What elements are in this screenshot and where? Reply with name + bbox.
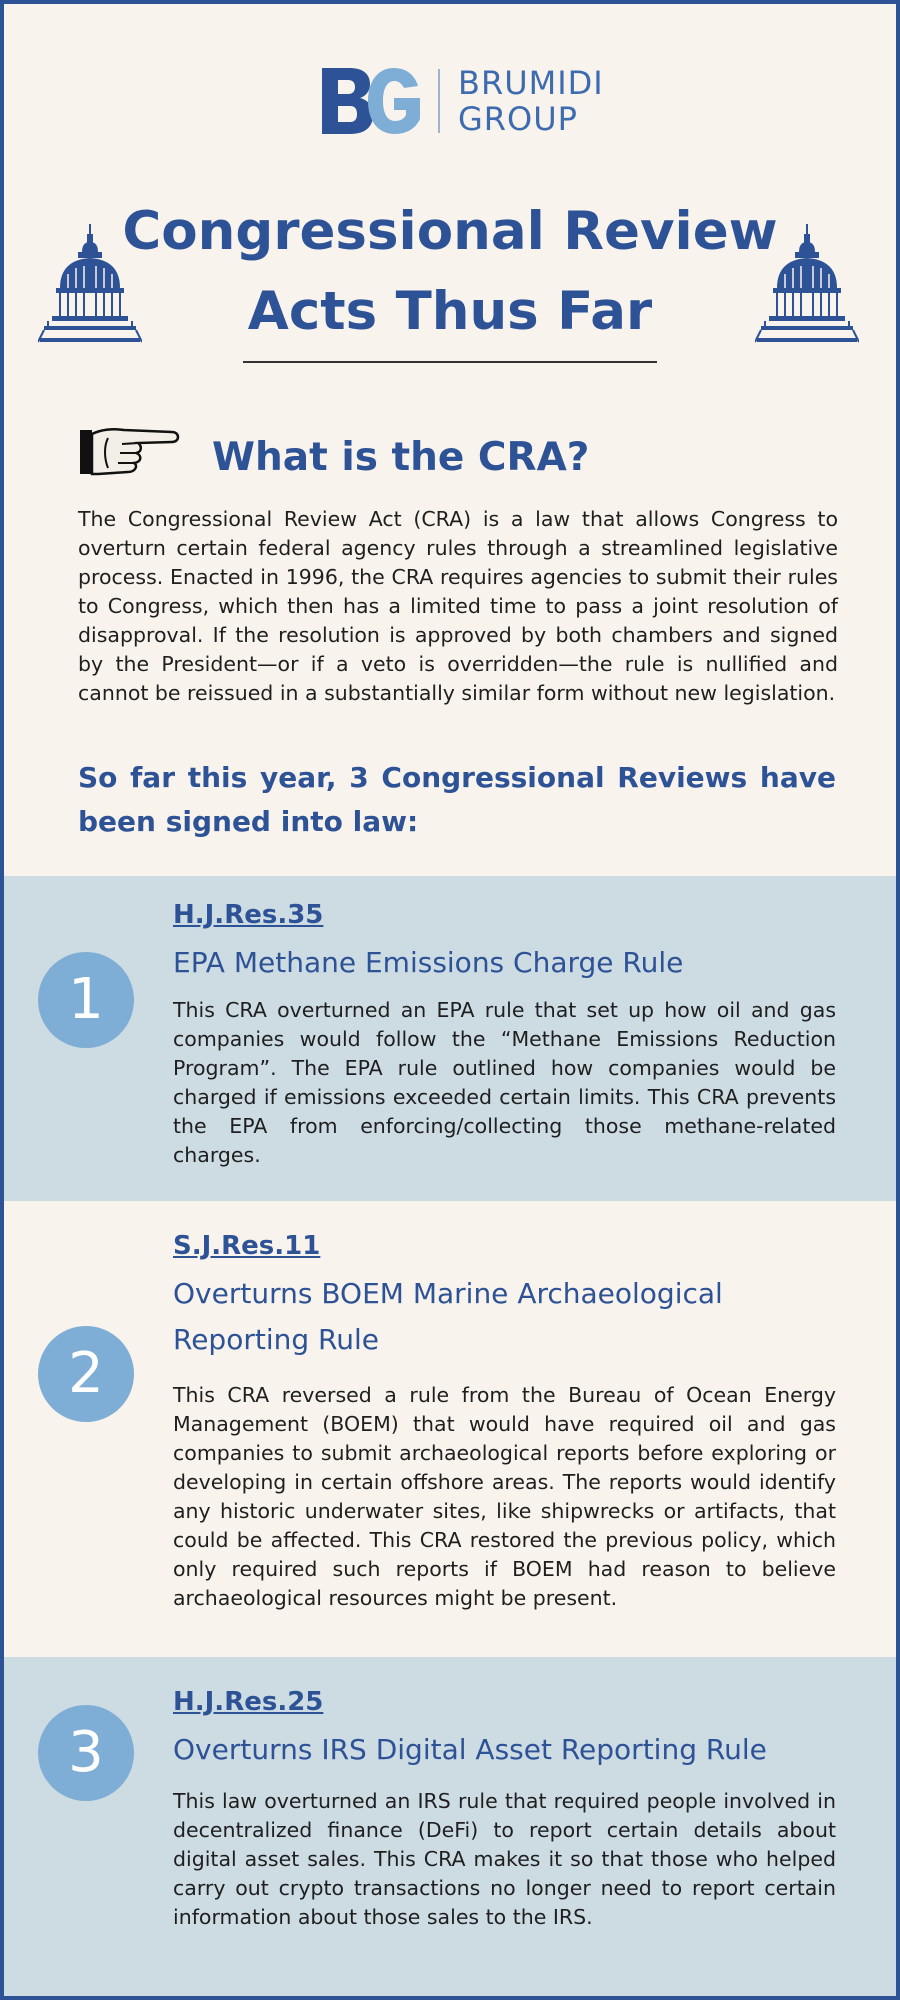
rule-description: This law overturned an IRS rule that required people involved in decentralized finance (DeFi) to report certain details about digital asset sales. This CRA makes it so that those who helped carry out crypto transactions no longer need to report certain information about those sales to the IRS. <box>173 1789 836 1929</box>
title-line-1: Congressional Review <box>122 201 778 262</box>
title-underline <box>243 361 657 363</box>
logo-line-2: GROUP <box>458 100 578 138</box>
pointing-hand-icon <box>78 424 182 480</box>
rule-title: Overturns IRS Digital Asset Reporting Rule <box>173 1733 767 1766</box>
number-badge: 2 <box>38 1326 134 1422</box>
monogram-icon <box>320 66 422 136</box>
brand-logo <box>320 64 604 138</box>
cra-heading: What is the CRA? <box>212 435 590 480</box>
resolution-card-1 <box>0 876 900 1201</box>
resolution-card-2 <box>0 1201 900 1657</box>
bg-monogram-logo <box>320 66 422 136</box>
rule-description: This CRA reversed a rule from the Bureau of Ocean Energy Management (BOEM) that would have required oil and gas companies to submit archaeological reports before exploring or developing in certain offshore areas. The reports would identify any historic underwater sites, like shipwrecks or artifacts, that could be affected. This CRA restored the previous policy, which only required such reports if BOEM had reason to believe archaeological resources might be present. <box>173 1383 836 1610</box>
title-line-2: Acts Thus Far <box>247 281 653 342</box>
logo-divider <box>438 69 440 133</box>
number-badge: 3 <box>38 1705 134 1801</box>
summary-heading: So far this year, 3 Congressional Reviews have been signed into law: <box>78 761 836 838</box>
rule-title: EPA Methane Emissions Charge Rule <box>173 946 684 979</box>
number-badge: 1 <box>38 952 134 1048</box>
cra-description: The Congressional Review Act (CRA) is a law that allows Congress to overturn certain federal agency rules through a streamlined legislative process. Enacted in 1996, the CRA requires agencies to submit their rules to Congress, which then has a limited time to pass a joint resolution of disapproval. If the resolution is approved by both chambers and signed by the President—or if a veto is overridden—the rule is nullified and cannot be reissued in a substantially similar form without new legislation. <box>78 507 838 705</box>
logo-line-1: BRUMIDI <box>458 64 604 102</box>
rule-title: Overturns BOEM Marine Archaeological Reporting Rule <box>173 1277 723 1356</box>
resolution-card-3 <box>0 1657 900 2000</box>
resolution-link[interactable]: S.J.Res.11 <box>173 1231 321 1261</box>
resolution-link[interactable]: H.J.Res.25 <box>173 1687 324 1717</box>
page-title <box>120 192 780 352</box>
logo-wordmark <box>458 65 604 137</box>
rule-description: This CRA overturned an EPA rule that set up how oil and gas companies would follow the “Methane Emissions Reduction Program”. The EPA rule outlined how companies would be charged if emissions exceeded certain limits. This CRA prevents the EPA from enforcing/collecting those methane-related charges. <box>173 998 836 1167</box>
resolution-link[interactable]: H.J.Res.35 <box>173 900 324 930</box>
